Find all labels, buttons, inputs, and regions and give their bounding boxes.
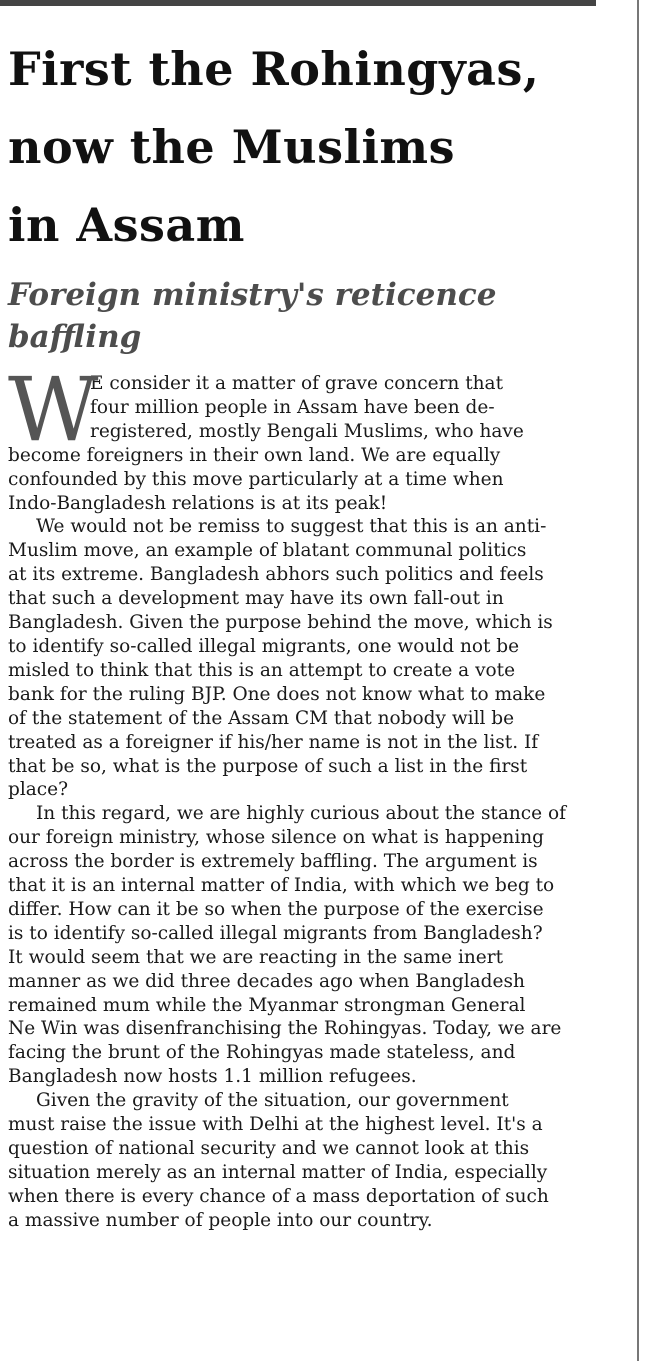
editorial-article [8,30,618,1233]
text-line: must raise the issue with Delhi at the highest level. It's a [8,1114,543,1136]
text-line: Indo-Bangladesh relations is at its peak! [8,492,388,514]
text-line: E consider it a matter of grave concern that [90,373,504,394]
text-line: that it is an internal matter of India, with which we beg to [8,875,555,897]
text-line: when there is every chance of a mass deportation of such [8,1185,549,1207]
drop-cap: W [8,358,99,461]
text-line: that be so, what is the purpose of such a list in the first [8,755,528,777]
text-line: differ. How can it be so when the purpose of the exercise [8,898,544,920]
text-line: our foreign ministry, whose silence on what is happening [8,827,545,849]
headline-line: in Assam [8,198,245,252]
text-line: that such a development may have its own fall-out in [8,588,504,610]
article-body [8,358,618,1233]
subheadline [8,274,618,358]
headline-line: now the Muslims [8,120,455,174]
subhead-line: Foreign ministry's reticence [8,277,497,313]
text-line: of the statement of the Assam CM that nobody will be [8,707,515,729]
text-line: to identify so-called illegal migrants, one would not be [8,635,520,657]
text-line: Bangladesh. Given the purpose behind the move, which is [8,612,553,634]
top-rule [0,0,596,6]
text-line: become foreigners in their own land. We are equally [8,444,501,466]
text-line: remained mum while the Myanmar strongman General [8,994,526,1016]
paragraph [8,358,618,515]
text-line: at its extreme. Bangladesh abhors such politics and feels [8,564,544,586]
text-line: treated as a foreigner if his/her name is not in the list. If [8,731,539,753]
column-rule [637,0,639,1361]
text-line: across the border is extremely baffling. The argument is [8,851,538,873]
paragraph [8,802,618,1089]
text-line: a massive number of people into our country. [8,1209,433,1231]
text-line: four million people in Assam have been de- [90,396,495,418]
text-line: In this regard, we are highly curious about the stance of [36,803,566,825]
text-line: facing the brunt of the Rohingyas made stateless, and [8,1042,516,1064]
text-line: question of national security and we cannot look at this [8,1138,530,1159]
text-line: Bangladesh now hosts 1.1 million refugees. [8,1066,417,1088]
text-line: It would seem that we are reacting in the same inert [8,946,504,968]
headline [8,30,618,264]
text-line: bank for the ruling BJP. One does not know what to make [8,683,546,705]
text-line: place? [8,779,69,801]
text-line: situation merely as an internal matter of India, especially [8,1161,548,1183]
headline-line: First the Rohingyas, [8,42,540,96]
paragraph [8,1089,618,1232]
text-line: manner as we did three decades ago when Bangladesh [8,970,525,992]
text-line: Given the gravity of the situation, our government [36,1090,509,1112]
text-line: confounded by this move particularly at a time when [8,468,504,490]
text-line: Ne Win was disenfranchising the Rohingyas. Today, we are [8,1018,562,1040]
text-line: We would not be remiss to suggest that this is an anti- [36,516,547,538]
text-line: registered, mostly Bengali Muslims, who have [90,420,524,442]
text-line: Muslim move, an example of blatant communal politics [8,540,527,562]
text-line: misled to think that this is an attempt to create a vote [8,659,516,681]
text-line: is to identify so-called illegal migrants from Bangladesh? [8,922,543,944]
subhead-line: baffling [8,319,142,355]
paragraph [8,515,618,802]
